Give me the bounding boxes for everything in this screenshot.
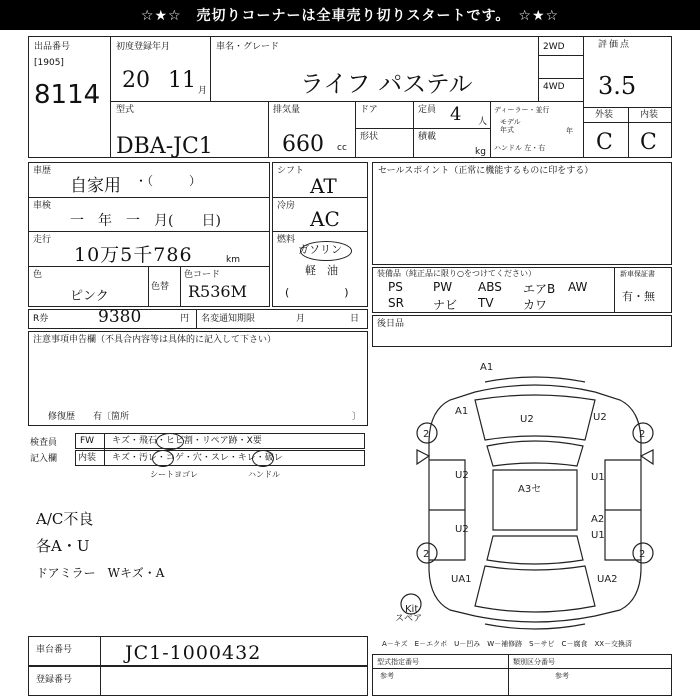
- handwritten-line3: ドアミラー Wキズ・A: [36, 566, 165, 580]
- shift-label: シフト: [277, 166, 305, 176]
- fuel-paren: ( ): [285, 286, 349, 299]
- mark-2-fr: 2: [639, 429, 646, 440]
- mark-a1-left: A1: [455, 406, 469, 417]
- dealer-model-year: モデル 年式: [500, 118, 521, 134]
- color-code: R536M: [188, 282, 247, 301]
- equipment-row2-item-0: SR: [388, 296, 404, 310]
- handwritten-line2: 各A・U: [36, 537, 90, 555]
- history-value: 自家用: [70, 176, 121, 196]
- ticket-row: [28, 309, 368, 329]
- handwritten-line1: A/C不良: [36, 510, 94, 528]
- capacity-value: 4: [450, 104, 462, 125]
- mark-a2-right: A2: [591, 514, 605, 525]
- equipment-row2-item-3: カワ: [523, 298, 548, 312]
- inspector-sub2: ハンドル: [248, 470, 280, 479]
- later-fit-box: [372, 315, 672, 347]
- equipment-row2-item-1: ナビ: [433, 298, 458, 312]
- mileage-value: 10万5千786: [74, 244, 193, 266]
- mileage-unit: km: [226, 255, 240, 265]
- legend: A－キズ E－エクボ U－凹み W－補修跡 S－サビ C－腐食 XX－交換済: [382, 640, 633, 648]
- inspection-value: 一 年 一 月( 日): [70, 213, 221, 229]
- int-text: キズ・汚レ・コゲ・穴・スレ・キレ・破レ: [112, 453, 283, 463]
- car-damage-diagram: [405, 360, 665, 630]
- dealer-label: ディーラー・並行: [494, 106, 550, 114]
- ticket-value: 9380: [98, 307, 142, 327]
- mark-ua1: UA1: [451, 574, 472, 585]
- displacement-label: 排気量: [273, 105, 301, 115]
- mark-u2-hood: U2: [520, 414, 534, 425]
- dealer-year-unit: 年: [566, 127, 573, 135]
- shape-label: 形状: [360, 132, 379, 142]
- mark-u1-rdoor: U1: [591, 530, 605, 541]
- int-label: 内装: [78, 453, 97, 463]
- equipment-row1-item-0: PS: [388, 280, 403, 294]
- inspector-sub1: シートヨゴレ: [150, 470, 198, 479]
- lot-number: 8114: [34, 80, 101, 110]
- inspector-label: 検査員: [30, 438, 58, 448]
- color-repaint: 色替: [151, 282, 170, 292]
- model-value: ライフ パステル: [300, 70, 473, 98]
- dealer-handle: ハンドル 左・右: [494, 144, 546, 152]
- equipment-label: 装備品（純正品に限り○をつけてください）: [377, 269, 536, 278]
- fuel-light-oil: 軽 油: [305, 264, 338, 277]
- fuel-gas-circle: [300, 241, 352, 261]
- shift-value: AT: [310, 174, 337, 198]
- type-value: DBA-JC1: [116, 134, 213, 159]
- equipment-row1-item-2: ABS: [478, 280, 502, 294]
- small-c: 参考: [380, 672, 394, 680]
- equipment-row1-item-4: AW: [568, 280, 588, 294]
- capacity-unit: 人: [478, 117, 488, 127]
- mark-u2-left: U2: [455, 470, 469, 481]
- registration-label: 登録番号: [36, 675, 73, 685]
- first-reg-year: 20: [122, 68, 150, 93]
- chassis-label: 車台番号: [36, 645, 73, 655]
- lot-id: [1905]: [34, 58, 64, 68]
- lot-label: 出品番号: [34, 42, 71, 52]
- drive-4wd: 4WD: [543, 82, 565, 92]
- mark-a1-front: A1: [480, 362, 494, 373]
- inspection-label: 車検: [33, 201, 52, 211]
- small-a: 型式指定番号: [377, 658, 419, 666]
- sales-point-label: セールスポイント（正常に機能するものに印をする）: [378, 166, 594, 176]
- first-reg-month: 11: [168, 68, 196, 93]
- spare-label: スペア: [395, 614, 423, 624]
- model-label: 車名・グレード: [216, 42, 280, 52]
- equipment-row1-item-1: PW: [433, 280, 453, 294]
- ticket-day: 日: [350, 314, 360, 324]
- ticket-label: R券: [33, 314, 49, 324]
- grade-int: C: [640, 130, 657, 155]
- sales-point-box: [372, 162, 672, 265]
- load-unit: kg: [475, 147, 486, 157]
- ticket-notice: 名変通知期限: [201, 314, 256, 324]
- header-banner: ☆★☆ 売切りコーナーは全車売り切りスタートです。 ☆★☆: [0, 0, 700, 30]
- load-label: 積載: [418, 132, 437, 142]
- history-paren: ・（ ）: [135, 174, 202, 188]
- equipment-row1-item-3: エアB: [523, 282, 556, 296]
- repair-label: 修復歴 有〔箇所: [48, 412, 130, 422]
- chassis-value: JC1-1000432: [125, 642, 262, 664]
- small-d: 参考: [555, 672, 569, 680]
- mark-u2-ldoor: U2: [455, 524, 469, 535]
- grade-ext: C: [596, 130, 613, 155]
- mark-2-rr: 2: [639, 549, 646, 560]
- color-code-label: 色コード: [184, 270, 221, 280]
- mark-ua2: UA2: [597, 574, 618, 585]
- displacement-unit: cc: [337, 143, 347, 153]
- mark-2-rl: 2: [423, 549, 430, 560]
- small-b: 類別区分番号: [513, 658, 555, 666]
- color-value: ピンク: [70, 289, 109, 304]
- type-label: 型式: [116, 105, 135, 115]
- equipment-row2-item-2: TV: [478, 296, 494, 310]
- mark-a3: A3セ: [518, 484, 542, 495]
- color-label: 色: [33, 270, 43, 280]
- ac-label: 冷房: [277, 201, 296, 211]
- later-fit-label: 後日品: [377, 319, 405, 329]
- mark-u2-right: U2: [593, 412, 607, 423]
- mark-circle-wear: [252, 450, 274, 467]
- grade-label: 評価点: [598, 40, 632, 50]
- ticket-month: 月: [296, 314, 306, 324]
- grade-int-label: 内装: [640, 110, 659, 120]
- mark-u1-right: U1: [591, 472, 605, 483]
- fw-text: キズ・飛石・ヒビ割・リペア跡・X要: [112, 436, 262, 446]
- history-label: 車歴: [33, 166, 52, 176]
- equipment-new-value: 有・無: [622, 290, 655, 303]
- drive-2wd: 2WD: [543, 42, 565, 52]
- displacement-value: 660: [282, 132, 324, 157]
- door-label: ドア: [360, 105, 378, 115]
- inspector-label2: 記入欄: [30, 454, 58, 464]
- capacity-label: 定員: [418, 105, 437, 115]
- notes-label: 注意事項申告欄（不具合内容等は具体的に記入して下さい）: [33, 335, 277, 345]
- mark-kit: Kit: [405, 604, 419, 615]
- ticket-unit: 円: [180, 314, 190, 324]
- mark-2-fl: 2: [423, 429, 430, 440]
- grade-value: 3.5: [598, 72, 637, 100]
- first-reg-label: 初度登録年月: [116, 42, 171, 52]
- fuel-label: 燃料: [277, 235, 296, 245]
- ac-value: AC: [310, 207, 340, 231]
- equipment-new-label: 新車保証書: [620, 270, 655, 278]
- registration-box: [28, 666, 368, 696]
- mark-circle-dirt: [152, 450, 174, 467]
- fw-label: FW: [80, 436, 95, 446]
- fuel-gas: ガソリン: [298, 243, 342, 256]
- mark-circle-stone: [156, 433, 184, 450]
- grade-ext-label: 外装: [595, 110, 614, 120]
- mileage-label: 走行: [33, 235, 52, 245]
- repair-close: 〕: [352, 412, 362, 422]
- first-reg-suffix: 月: [198, 86, 208, 96]
